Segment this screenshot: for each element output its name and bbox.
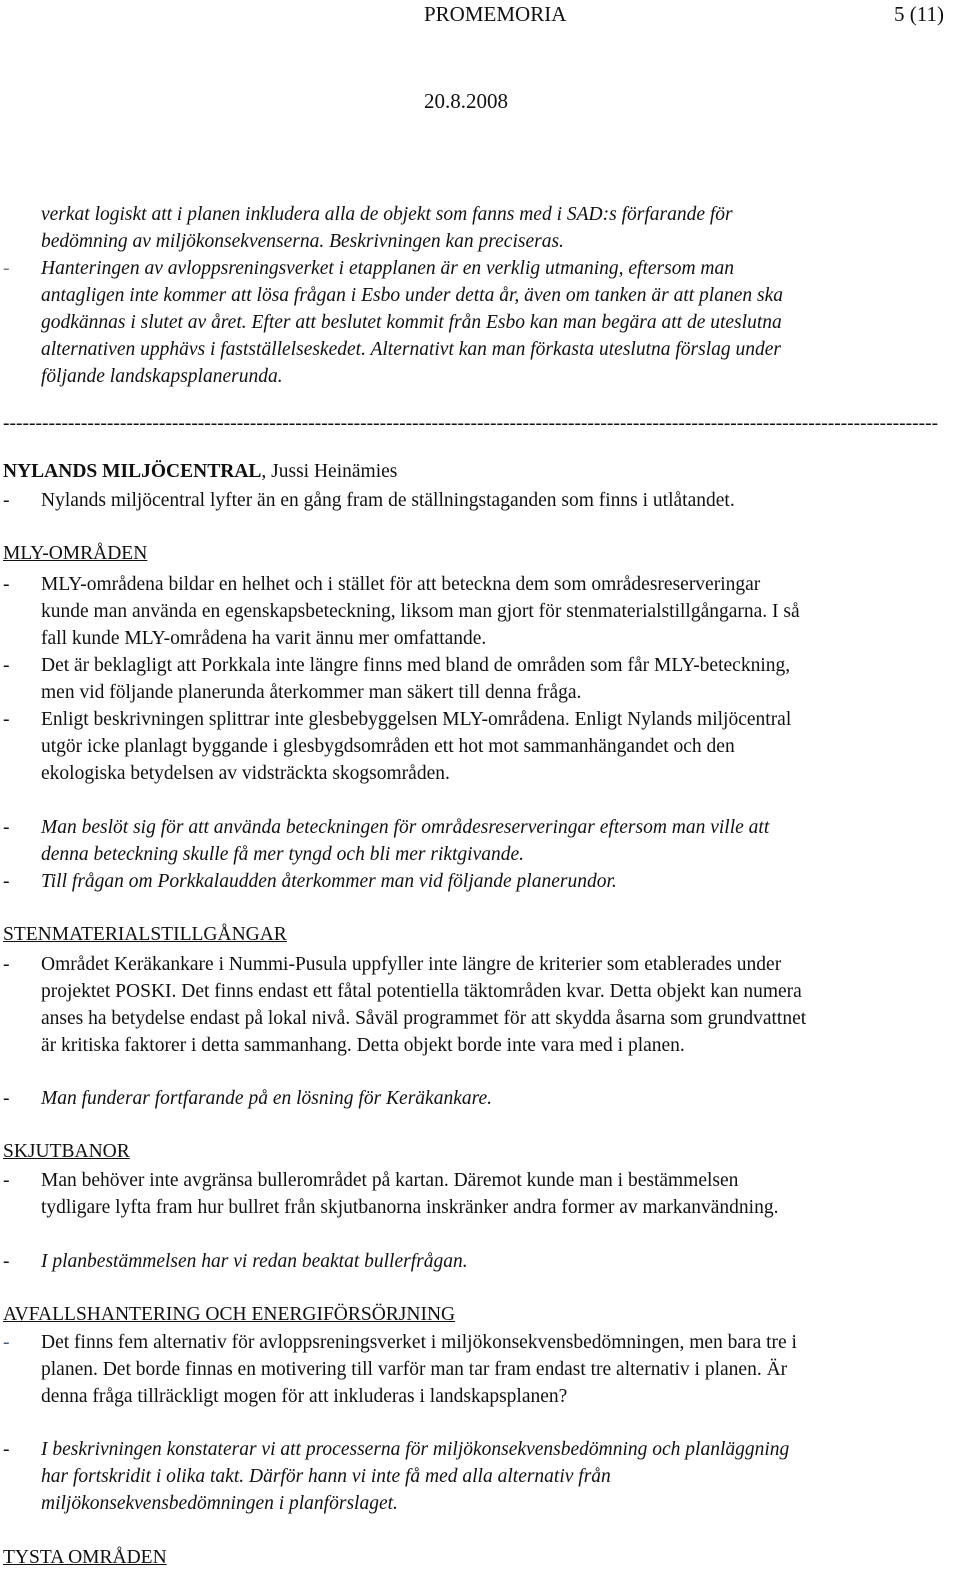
bullet-dash: - <box>3 258 10 279</box>
intro-bullet-line: alternativen upphävs i fastställelseskedet. Alternativt kan man förkasta uteslutna förslag under <box>41 339 782 360</box>
mly-response-line: denna beteckning skulle få mer tyngd och bli mer riktgivande. <box>41 844 525 865</box>
bullet-dash: - <box>3 709 10 730</box>
skjut-bullet-line: tydligare lyfta fram hur bullret från skjutbanorna inskränker andra former av markanvändning. <box>41 1197 779 1218</box>
mly-bullet-line: MLY-områdena bildar en helhet och i stället för att beteckna dem som områdesreserveringar <box>41 574 761 595</box>
section-heading-mly: MLY-OMRÅDEN <box>3 543 148 564</box>
mly-bullet-line: fall kunde MLY-områdena ha varit ännu mer omfattande. <box>41 628 487 649</box>
avfall-response-line: I beskrivningen konstaterar vi att processerna för miljökonsekvensbedömning och planläggning <box>41 1439 790 1460</box>
section-heading-tysta: TYSTA OMRÅDEN <box>3 1547 167 1568</box>
bullet-dash: - <box>3 1170 10 1191</box>
separator-line: ------------------------------------------------------------------------------------------------------------------------------------------------ <box>3 414 939 434</box>
sten-bullet-line: är kritiska faktorer i detta sammanhang. Detta objekt borde inte vara med i planen. <box>41 1035 685 1056</box>
intro-line: verkat logiskt att i planen inkludera alla de objekt som fanns med i SAD:s förfarande för <box>41 204 733 225</box>
avfall-response-line: har fortskridit i olika takt. Därför hann vi inte få med alla alternativ från <box>41 1466 611 1487</box>
document-type: PROMEMORIA <box>424 2 567 26</box>
sten-bullet-line: projektet POSKI. Det finns endast ett fåtal potentiella täktområden kvar. Detta objekt kan numera <box>41 981 802 1002</box>
document-date: 20.8.2008 <box>424 89 508 113</box>
mly-response-line: Man beslöt sig för att använda beteckningen för områdesreserveringar eftersom man ville att <box>41 817 770 838</box>
avfall-bullet-line: Det finns fem alternativ för avloppsreningsverket i miljökonsekvensbedömningen, men bara tre i <box>41 1332 797 1353</box>
skjut-response-line: I planbestämmelsen har vi redan beaktat bullerfrågan. <box>41 1251 468 1272</box>
sten-bullet-line: anses ha betydelse endast på lokal nivå. Såväl programmet för att skydda åsarna som grundvattnet <box>41 1008 807 1029</box>
intro-bullet-line: antagligen inte kommer att lösa frågan i Esbo under detta år, även om tanken är att planen ska <box>41 285 783 306</box>
contact-person: , Jussi Heinämies <box>261 461 398 482</box>
mly-response-line: Till frågan om Porkkalaudden återkommer man vid följande planerundor. <box>41 871 617 892</box>
bullet-dash: - <box>3 1332 10 1353</box>
mly-bullet-line: men vid följande planerunda återkommer man säkert till denna fråga. <box>41 682 582 703</box>
organization-name: NYLANDS MILJÖCENTRAL <box>3 461 262 482</box>
bullet-dash: - <box>3 1251 10 1272</box>
bullet-dash: - <box>3 1439 10 1460</box>
sten-bullet-line: Området Keräkankare i Nummi-Pusula uppfyller inte längre de kriterier som etablerades under <box>41 954 782 975</box>
bullet-dash: - <box>3 655 10 676</box>
page-number: 5 (11) <box>894 2 944 26</box>
bullet-dash: - <box>3 871 10 892</box>
section-heading-sten: STENMATERIALSTILLGÅNGAR <box>3 924 287 945</box>
intro-bullet-line: Hanteringen av avloppsreningsverket i etapplanen är en verklig utmaning, eftersom man <box>41 258 735 279</box>
section-heading-avfall: AVFALLSHANTERING OCH ENERGIFÖRSÖRJNING <box>3 1304 456 1325</box>
bullet-dash: - <box>3 817 10 838</box>
skjut-bullet-line: Man behöver inte avgränsa bullerområdet på kartan. Däremot kunde man i bestämmelsen <box>41 1170 739 1191</box>
sten-response-line: Man funderar fortfarande på en lösning för Keräkankare. <box>41 1088 492 1109</box>
avfall-bullet-line: denna fråga tillräckligt mogen för att inkluderas i landskapsplanen? <box>41 1386 568 1407</box>
bullet-dash: - <box>3 490 10 511</box>
intro-bullet-line: godkännas i slutet av året. Efter att beslutet kommit från Esbo kan man begära att de uteslutna <box>41 312 782 333</box>
mly-bullet-line: kunde man använda en egenskapsbeteckning, liksom man gjort för stenmaterialstillgångarna. I så <box>41 601 800 622</box>
section-heading-skjutbanor: SKJUTBANOR <box>3 1141 130 1162</box>
organization-heading <box>3 462 397 482</box>
mly-bullet-line: Det är beklagligt att Porkkala inte längre finns med bland de områden som får MLY-beteckning, <box>41 655 791 676</box>
avfall-response-line: miljökonsekvensbedömningen i planförslaget. <box>41 1493 398 1514</box>
mly-bullet-line: Enligt beskrivningen splittrar inte glesbebyggelsen MLY-områdena. Enligt Nylands miljöcentral <box>41 709 792 730</box>
bullet-dash: - <box>3 574 10 595</box>
mly-bullet-line: ekologiska betydelsen av vidsträckta skogsområden. <box>41 763 450 784</box>
bullet-dash: - <box>3 954 10 975</box>
avfall-bullet-line: planen. Det borde finnas en motivering till varför man tar fram endast tre alternativ i planen. Är <box>41 1359 788 1380</box>
mly-bullet-line: utgör icke planlagt byggande i glesbygdsområden ett hot mot sammanhängandet och den <box>41 736 735 757</box>
nylands-bullet: Nylands miljöcentral lyfter än en gång fram de ställningstaganden som finns i utlåtandet. <box>41 490 735 511</box>
intro-line: bedömning av miljökonsekvenserna. Beskrivningen kan preciseras. <box>41 231 564 252</box>
bullet-dash: - <box>3 1088 10 1109</box>
intro-bullet-line: följande landskapsplanerunda. <box>41 366 283 387</box>
